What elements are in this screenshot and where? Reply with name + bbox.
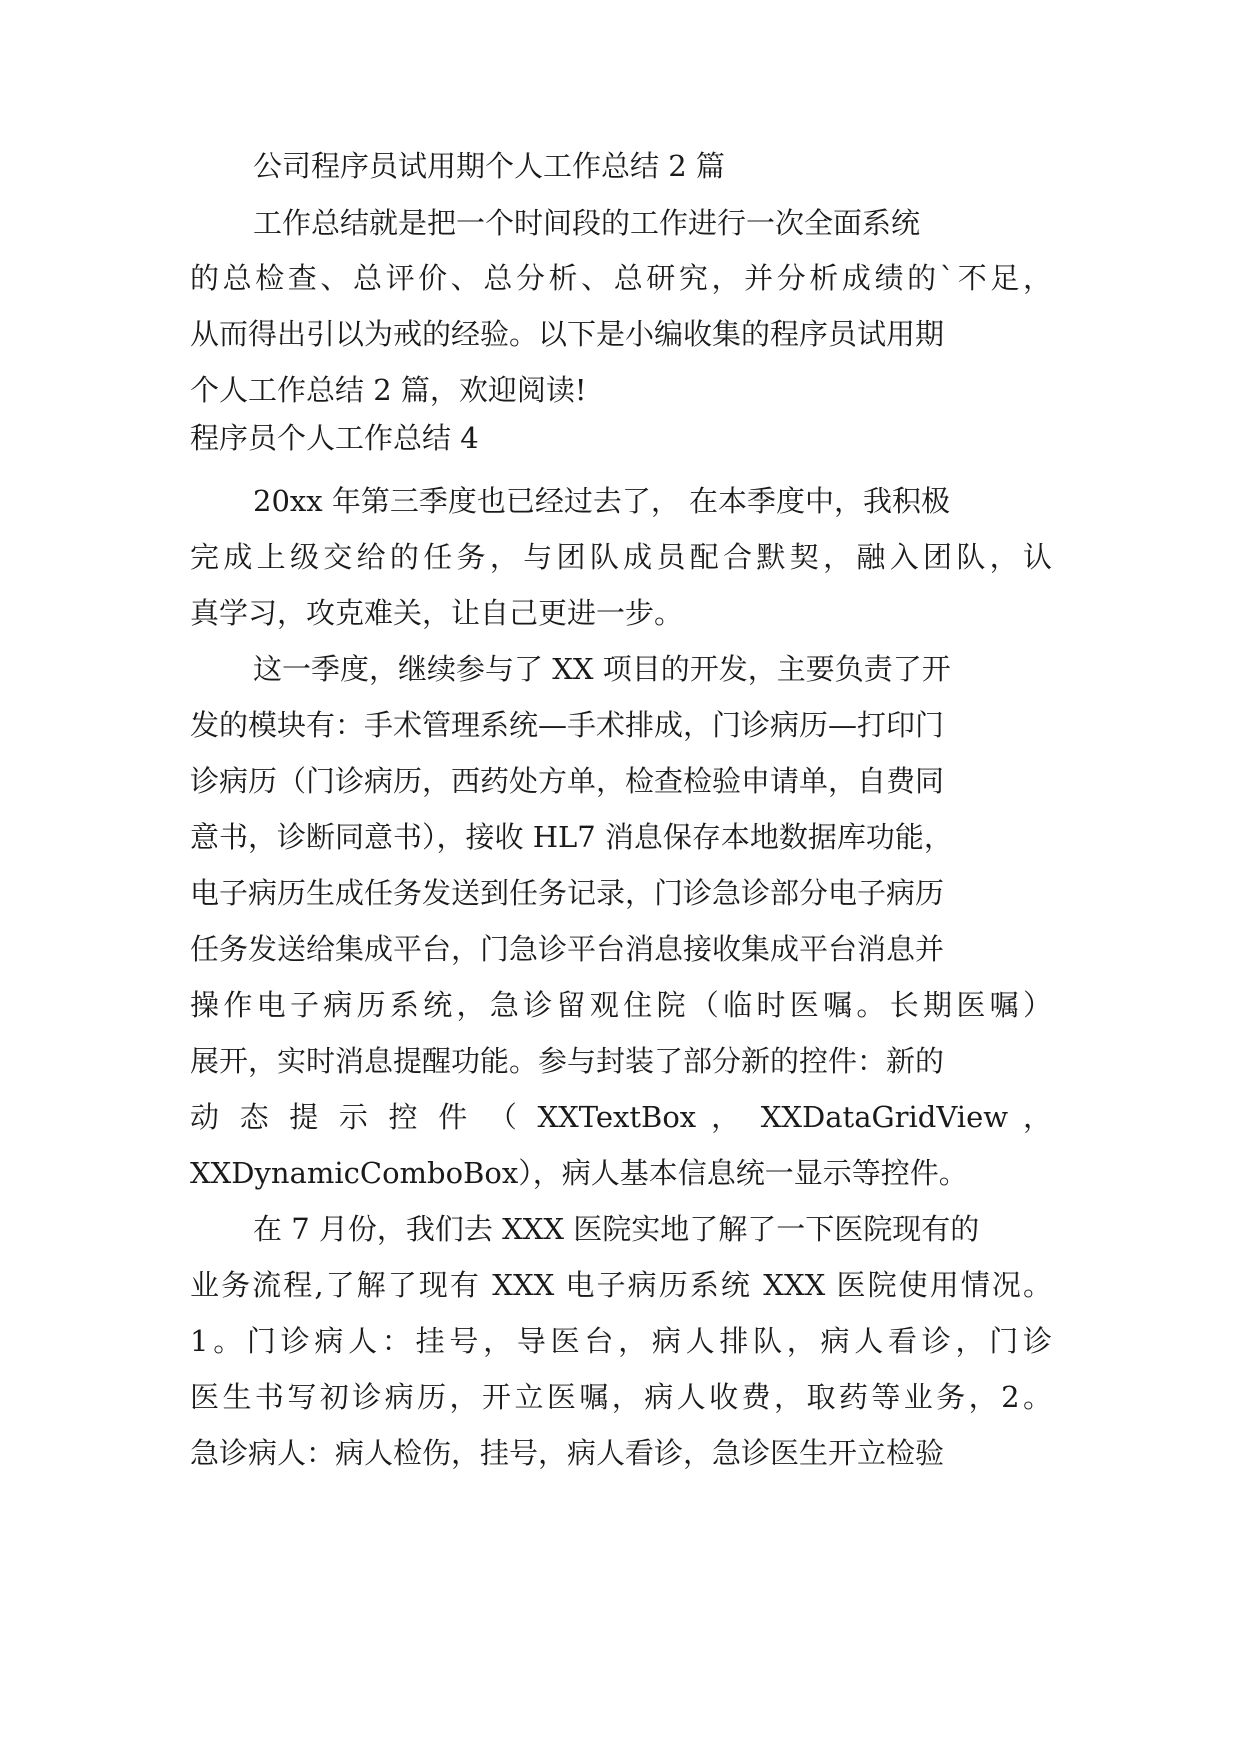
paragraph-line: 业务流程,了解了现有 XXX 电子病历系统 XXX 医院使用情况。 [190,1268,1052,1302]
paragraph-line: XXDynamicComboBox），病人基本信息统一显示等控件。 [190,1156,968,1190]
paragraph-line: 医生书写初诊病历，开立医嘱，病人收费，取药等业务，2。 [190,1380,1052,1414]
paragraph-line: 急诊病人：病人检伤，挂号，病人看诊，急诊医生开立检验 [190,1436,945,1470]
intro-line: 的总检查、总评价、总分析、总研究，并分析成绩的`不足， [190,261,1052,295]
document-title: 公司程序员试用期个人工作总结 2 篇 [253,149,725,183]
paragraph-line: 在 7 月份，我们去 XXX 医院实地了解了一下医院现有的 [253,1212,980,1246]
paragraph-line: 电子病历生成任务发送到任务记录，门诊急诊部分电子病历 [190,876,945,910]
paragraph-line: 完成上级交给的任务，与团队成员配合默契，融入团队，认 [190,540,1052,574]
paragraph-line: 任务发送给集成平台，门急诊平台消息接收集成平台消息并 [190,932,945,966]
intro-line: 从而得出引以为戒的经验。以下是小编收集的程序员试用期 [190,317,945,351]
paragraph-line: 意书，诊断同意书），接收 HL7 消息保存本地数据库功能， [190,820,953,854]
paragraph-line: 展开，实时消息提醒功能。参与封装了部分新的控件：新的 [190,1044,945,1078]
section-heading: 程序员个人工作总结 4 [190,421,479,455]
paragraph-line: 动 态 提 示 控 件 （ XXTextBox ， XXDataGridView ， [190,1100,1052,1134]
paragraph-line: 操作电子病历系统，急诊留观住院（临时医嘱。长期医嘱） [190,988,1052,1022]
paragraph-line: 真学习，攻克难关，让自己更进一步。 [190,596,684,630]
paragraph-line: 1。门诊病人：挂号，导医台，病人排队，病人看诊，门诊 [190,1324,1052,1358]
intro-line: 工作总结就是把一个时间段的工作进行一次全面系统 [253,206,921,240]
intro-line: 个人工作总结 2 篇，欢迎阅读! [190,373,587,407]
paragraph-line: 诊病历（门诊病历，西药处方单，检查检验申请单，自费同 [190,764,945,798]
paragraph-line: 发的模块有：手术管理系统—手术排成，门诊病历—打印门 [190,708,945,742]
paragraph-line: 这一季度，继续参与了 XX 项目的开发，主要负责了开 [253,652,951,686]
paragraph-line: 20xx 年第三季度也已经过去了， 在本季度中，我积极 [253,484,951,518]
